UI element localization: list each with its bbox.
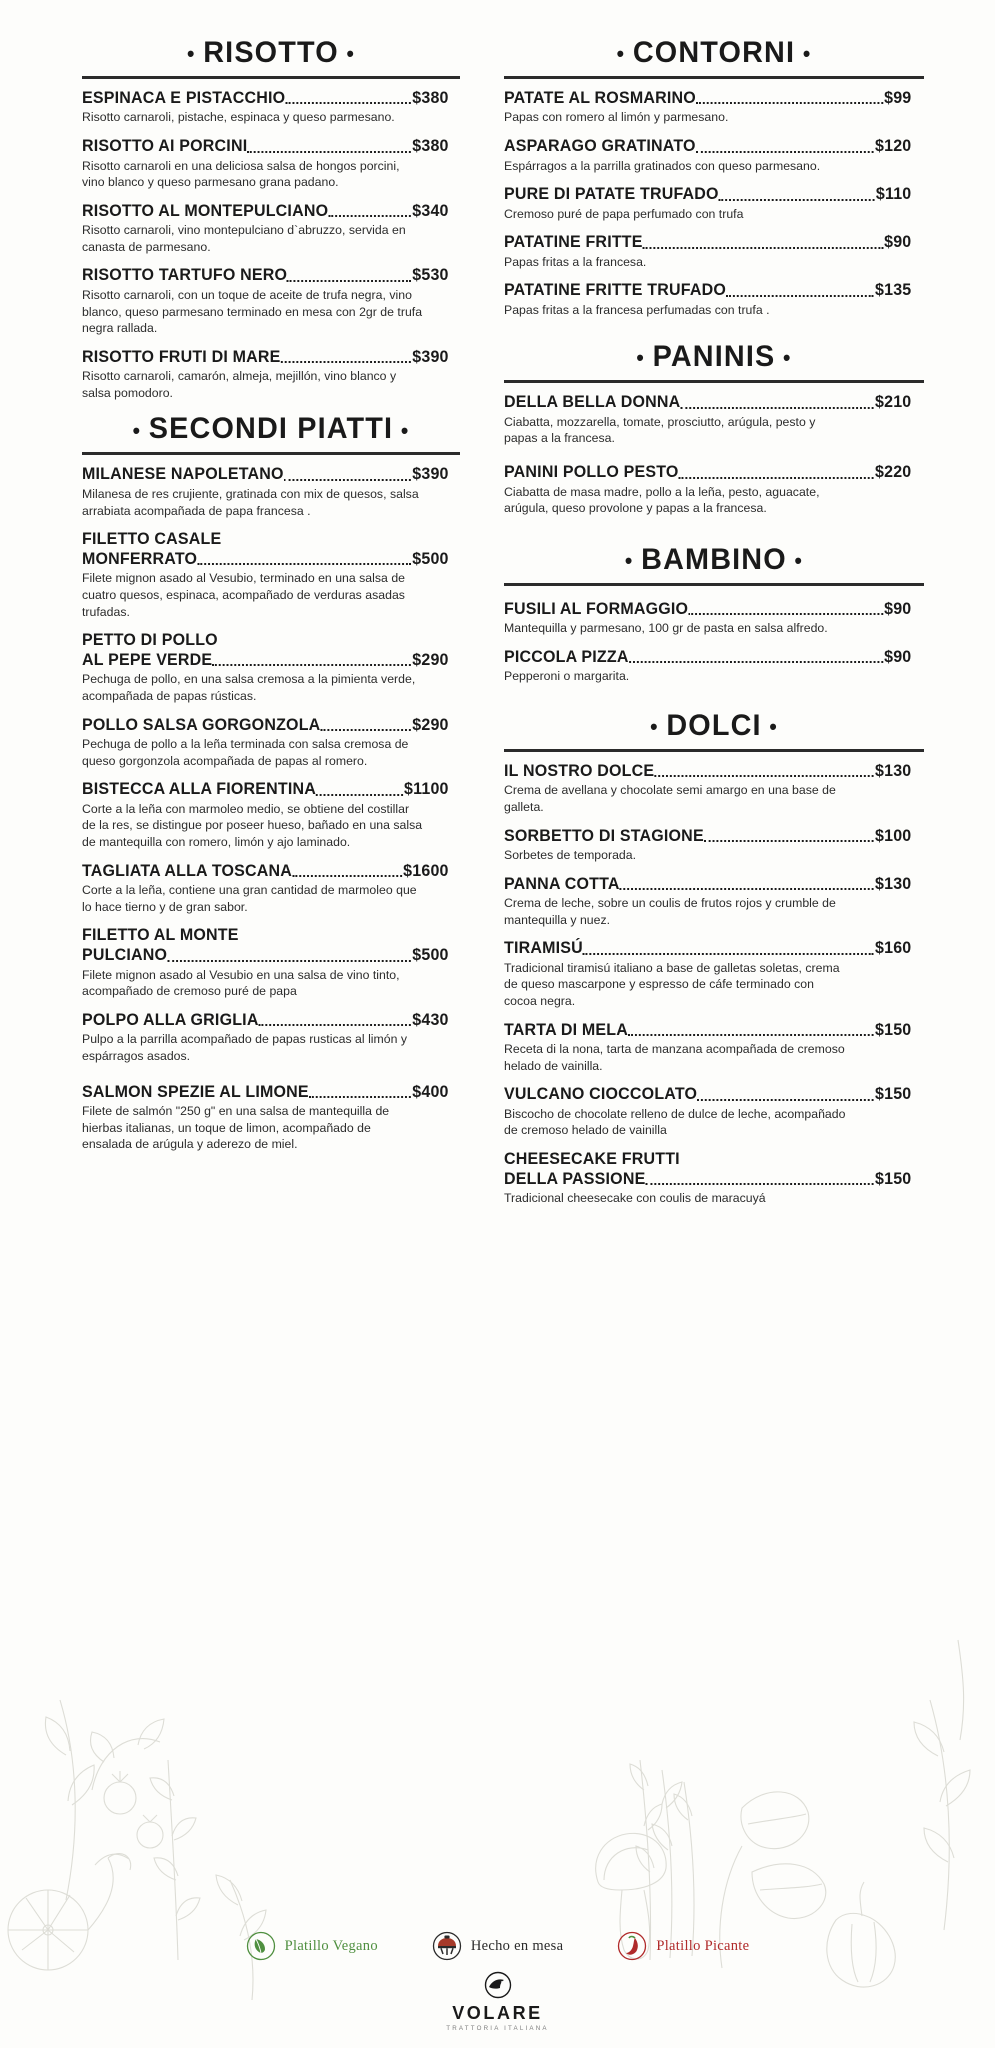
grinder-icon bbox=[432, 1931, 462, 1961]
price-leader bbox=[247, 151, 411, 153]
menu-item-price: $380 bbox=[412, 89, 449, 107]
menu-item[interactable] bbox=[504, 1150, 924, 1207]
menu-item[interactable] bbox=[82, 716, 460, 770]
menu-item-price: $135 bbox=[875, 281, 912, 300]
menu-item-price: $120 bbox=[875, 137, 912, 156]
menu-item-name: FILETTO CASALE bbox=[82, 530, 222, 549]
menu-item-description: Sorbetes de temporada. bbox=[504, 848, 637, 863]
menu-item-price: $150 bbox=[875, 1085, 912, 1104]
menu-item-head bbox=[504, 939, 911, 958]
menu-item-price: $1100 bbox=[404, 780, 449, 799]
menu-item-price: $150 bbox=[875, 1020, 912, 1039]
menu-item-price: $430 bbox=[412, 1010, 449, 1029]
menu-item-description: Milanesa de res crujiente, gratinada con mix de quesos, salsa arrabiata acompañada de papa francesa . bbox=[82, 486, 419, 518]
section-title-text: CONTORNI bbox=[632, 36, 796, 69]
menu-item-name-line-1 bbox=[82, 926, 449, 946]
menu-item-name: RISOTTO AL MONTEPULCIANO bbox=[82, 201, 329, 220]
bullet-dot-icon: • bbox=[346, 41, 355, 67]
menu-item-price: $400 bbox=[412, 1082, 449, 1101]
menu-item-name: BISTECCA ALLA FIORENTINA bbox=[82, 780, 317, 799]
menu-item-name: DELLA BELLA DONNA bbox=[504, 393, 681, 412]
menu-item-price: $390 bbox=[412, 465, 449, 484]
menu-item[interactable] bbox=[504, 939, 924, 1009]
menu-item-head bbox=[504, 875, 911, 894]
menu-item-name: VULCANO CIOCCOLATO bbox=[504, 1085, 698, 1104]
menu-item[interactable] bbox=[504, 762, 924, 816]
bullet-dot-icon: • bbox=[769, 714, 778, 739]
legend-item-vegano bbox=[246, 1931, 378, 1961]
menu-item-name: PULCIANO bbox=[82, 946, 168, 965]
menu-item[interactable] bbox=[82, 862, 460, 916]
menu-item-description: Corte a la leña con marmoleo medio, se obtiene del costillar de la res, se distingue por poseer hueso, bañado en una salsa de mantequilla con romero, limón y ajo laminado. bbox=[82, 801, 423, 850]
menu-item-description: Risotto carnaroli, camarón, almeja, mejillón, vino blanco y salsa pomodoro. bbox=[82, 369, 397, 400]
menu-item-name-line-1 bbox=[82, 631, 449, 651]
section-title-text: DOLCI bbox=[666, 708, 762, 742]
menu-item-description: Papas fritas a la francesa. bbox=[504, 254, 647, 269]
bullet-dot-icon: • bbox=[624, 547, 634, 573]
menu-item-head bbox=[82, 465, 449, 484]
menu-item-description: Filete mignon asado al Vesubio, terminado en una salsa de cuatro quesos, espinaca, acompañado de verduras asadas trufadas. bbox=[82, 571, 406, 619]
price-leader bbox=[629, 661, 883, 663]
price-leader bbox=[643, 247, 883, 249]
menu-item-head bbox=[82, 946, 449, 965]
bullet-dot-icon: • bbox=[186, 41, 196, 67]
menu-item-head bbox=[82, 266, 449, 285]
menu-item-head bbox=[82, 862, 449, 881]
price-leader bbox=[620, 888, 874, 890]
menu-item-price: $290 bbox=[412, 715, 449, 734]
legend-item-picante bbox=[617, 1931, 749, 1961]
menu-item-head bbox=[82, 202, 449, 221]
price-leader bbox=[628, 1034, 874, 1036]
menu-item-head bbox=[504, 1085, 911, 1104]
menu-item-name: IL NOSTRO DOLCE bbox=[504, 761, 655, 780]
price-leader bbox=[167, 960, 411, 962]
menu-item-description: Risotto carnaroli, pistache, espinaca y queso parmesano. bbox=[82, 110, 395, 125]
menu-item-price: $500 bbox=[412, 946, 449, 965]
menu-item-price: $530 bbox=[412, 266, 449, 285]
price-leader bbox=[292, 875, 402, 877]
menu-item-name: PATATINE FRITTE TRUFADO bbox=[504, 281, 726, 300]
menu-item-price: $130 bbox=[875, 761, 912, 780]
menu-item-name: RISOTTO TARTUFO NERO bbox=[82, 266, 288, 285]
menu-item-head bbox=[504, 233, 911, 252]
menu-item-description: Pechuga de pollo, en una salsa cremosa a la pimienta verde, acompañada de papas rústicas. bbox=[82, 672, 416, 704]
menu-item-head bbox=[82, 550, 449, 569]
menu-item-description: Risotto carnaroli, con un toque de aceite de trufa negra, vino blanco, queso parmesano terminado en mesa con 2gr de trufa negra rallada. bbox=[82, 287, 423, 336]
menu-item-name: ESPINACA E PISTACCHIO bbox=[82, 89, 286, 107]
menu-item-name: ASPARAGO GRATINATO bbox=[504, 137, 696, 156]
menu-item-head bbox=[82, 651, 449, 670]
menu-item-name: AL PEPE VERDE bbox=[82, 651, 213, 670]
brand-logo bbox=[0, 1971, 995, 2048]
menu-item-description: Cremoso puré de papa perfumado con trufa bbox=[504, 206, 744, 221]
menu-item-name: POLPO ALLA GRIGLIA bbox=[82, 1010, 259, 1029]
menu-item-head bbox=[82, 348, 449, 367]
menu-item-description: Pepperoni o margarita. bbox=[504, 669, 630, 684]
legend-label: Hecho en mesa bbox=[470, 1937, 564, 1954]
price-leader bbox=[680, 407, 874, 409]
menu-item-price: $390 bbox=[412, 347, 449, 366]
menu-item-description: Biscocho de chocolate relleno de dulce de leche, acompañado de cremoso helado de vainilla bbox=[504, 1106, 846, 1138]
menu-item-description: Papas fritas a la francesa perfumadas con trufa . bbox=[504, 302, 770, 317]
menu-item[interactable] bbox=[82, 89, 460, 126]
price-leader bbox=[287, 280, 411, 282]
menu-item-head bbox=[504, 1170, 911, 1189]
menu-item-price: $90 bbox=[884, 599, 912, 618]
menu-item[interactable] bbox=[504, 393, 924, 447]
price-leader bbox=[285, 102, 411, 104]
menu-column-right bbox=[494, 26, 924, 1218]
price-leader bbox=[197, 563, 411, 565]
menu-item[interactable] bbox=[504, 89, 924, 126]
section-risotto bbox=[82, 36, 460, 401]
menu-item-price: $99 bbox=[884, 89, 912, 107]
bullet-dot-icon: • bbox=[794, 547, 804, 573]
section-title-contorni bbox=[512, 36, 915, 70]
chili-icon bbox=[617, 1931, 647, 1961]
menu-column-left bbox=[30, 26, 460, 1218]
section-paninis bbox=[504, 340, 924, 516]
menu-item-price: $160 bbox=[875, 939, 912, 958]
price-leader bbox=[284, 479, 412, 481]
menu-item-name: FILETTO AL MONTE bbox=[82, 926, 239, 945]
price-leader bbox=[316, 794, 403, 796]
price-leader bbox=[654, 775, 874, 777]
menu-item-description: Risotto carnaroli en una deliciosa salsa de hongos porcini, vino blanco y queso parmesano grana padano. bbox=[82, 158, 400, 190]
price-leader bbox=[679, 477, 875, 479]
section-divider bbox=[82, 452, 460, 455]
section-secondi-piatti bbox=[82, 412, 460, 1152]
section-title-text: SECONDI PIATTI bbox=[148, 412, 394, 446]
leaf-icon bbox=[246, 1931, 276, 1961]
menu-item-name: TARTA DI MELA bbox=[504, 1020, 629, 1039]
section-divider bbox=[504, 76, 924, 79]
menu-item-price: $220 bbox=[875, 463, 912, 482]
menu-item-head bbox=[82, 716, 449, 735]
menu-footer bbox=[0, 1931, 995, 2048]
menu-item-head bbox=[504, 281, 911, 300]
menu-item-head bbox=[504, 185, 911, 204]
brand-tagline: TRATTORIA ITALIANA bbox=[446, 2025, 549, 2032]
menu-item-description: Ciabatta, mozzarella, tomate, prosciutto, arúgula, pesto y papas a la francesa. bbox=[504, 414, 816, 446]
menu-item-description: Tradicional cheesecake con coulis de maracuyá bbox=[504, 1191, 766, 1206]
price-leader bbox=[259, 1024, 412, 1026]
menu-item-price: $290 bbox=[412, 651, 449, 670]
price-leader bbox=[704, 840, 874, 842]
menu-item-description: Risotto carnaroli, vino montepulciano d`abruzzo, servida en canasta de parmesano. bbox=[82, 223, 406, 254]
menu-item-head bbox=[82, 780, 449, 799]
menu-item-price: $130 bbox=[875, 874, 912, 893]
bullet-dot-icon: • bbox=[636, 345, 645, 371]
section-contorni bbox=[504, 36, 924, 318]
menu-item-price: $150 bbox=[875, 1169, 912, 1188]
menu-item-name: PANINI POLLO PESTO bbox=[504, 463, 679, 482]
menu-item-name: FUSILI AL FORMAGGIO bbox=[504, 599, 689, 618]
price-leader bbox=[281, 361, 412, 363]
menu-item-price: $1600 bbox=[403, 861, 449, 880]
menu-item-name: PICCOLA PIZZA bbox=[504, 647, 629, 666]
price-leader bbox=[309, 1096, 412, 1098]
menu-item[interactable] bbox=[82, 348, 460, 402]
bullet-dot-icon: • bbox=[400, 417, 410, 443]
menu-item-description: Corte a la leña, contiene una gran cantidad de marmoleo que lo hace tierno y de gran sabor. bbox=[82, 883, 417, 914]
menu-item-description: Mantequilla y parmesano, 100 gr de pasta en salsa alfredo. bbox=[504, 621, 828, 636]
menu-item-price: $500 bbox=[412, 549, 449, 568]
section-dolci bbox=[504, 709, 924, 1207]
menu-item-head bbox=[504, 137, 911, 156]
menu-item-description: Receta di la nona, tarta de manzana acompañada de cremoso helado de vainilla. bbox=[504, 1042, 845, 1073]
menu-item-name: PATATE AL ROSMARINO bbox=[504, 89, 696, 107]
price-leader bbox=[696, 102, 883, 104]
menu-item-description: Pechuga de pollo a la leña terminada con salsa cremosa de queso gorgonzola acompañada de papas al romero. bbox=[82, 737, 409, 768]
menu-item-name: SALMON SPEZIE AL LIMONE bbox=[82, 1082, 309, 1101]
menu-item[interactable] bbox=[504, 1085, 924, 1139]
section-title-dolci bbox=[512, 709, 915, 743]
section-bambino bbox=[504, 543, 924, 685]
price-leader bbox=[320, 729, 411, 731]
menu-item-head bbox=[82, 89, 449, 108]
menu-item-name: DELLA PASSIONE bbox=[504, 1169, 646, 1188]
menu-item[interactable] bbox=[82, 926, 460, 999]
menu-item-name: TAGLIATA ALLA TOSCANA bbox=[82, 861, 293, 880]
menu-item-head bbox=[504, 762, 911, 781]
menu-item-price: $210 bbox=[875, 393, 912, 412]
legend-row bbox=[0, 1931, 995, 1971]
menu-item-name: PETTO DI POLLO bbox=[82, 631, 218, 650]
legend-item-hecho-en-mesa bbox=[432, 1931, 563, 1961]
menu-item[interactable] bbox=[504, 600, 924, 637]
menu-item[interactable] bbox=[82, 780, 460, 850]
menu-item-name: RISOTTO AI PORCINI bbox=[82, 137, 248, 156]
price-leader bbox=[719, 199, 875, 201]
menu-item-name: RISOTTO FRUTI DI MARE bbox=[82, 347, 281, 366]
legend-label: Platillo Picante bbox=[656, 1937, 750, 1954]
price-leader bbox=[645, 1183, 874, 1185]
menu-item-description: Pulpo a la parrilla acompañado de papas rusticas al limón y espárragos asados. bbox=[82, 1032, 408, 1063]
price-leader bbox=[726, 295, 874, 297]
menu-item[interactable] bbox=[82, 266, 460, 336]
section-title-bambino bbox=[512, 543, 915, 577]
menu-item-description: Tradicional tiramisú italiano a base de galletas soletas, crema de queso mascarpone y espresso de cáfe terminado con cocoa negra. bbox=[504, 960, 840, 1009]
brand-name: VOLARE bbox=[452, 2003, 543, 2023]
section-divider bbox=[504, 380, 924, 383]
legend-label: Platillo Vegano bbox=[284, 1937, 378, 1954]
menu-item-head bbox=[504, 463, 911, 482]
volare-bird-icon bbox=[481, 1971, 515, 2001]
bullet-dot-icon: • bbox=[650, 714, 659, 739]
menu-item-description: Crema de leche, sobre un coulis de frutos rojos y crumble de mantequilla y nuez. bbox=[504, 896, 836, 927]
bullet-dot-icon: • bbox=[616, 41, 626, 67]
menu-item[interactable] bbox=[504, 1021, 924, 1075]
section-title-risotto bbox=[90, 36, 453, 70]
menu-item[interactable] bbox=[504, 185, 924, 222]
section-divider bbox=[504, 749, 924, 752]
menu-item-name: CHEESECAKE FRUTTI bbox=[504, 1150, 680, 1169]
menu-item[interactable] bbox=[504, 875, 924, 929]
menu-item-name: PATATINE FRITTE bbox=[504, 233, 643, 252]
menu-item-name: SORBETTO DI STAGIONE bbox=[504, 826, 704, 845]
menu-item[interactable] bbox=[504, 137, 924, 174]
price-leader bbox=[328, 215, 411, 217]
menu-item-head bbox=[82, 1083, 449, 1102]
menu-item[interactable] bbox=[82, 631, 460, 704]
menu-item-price: $380 bbox=[412, 137, 449, 156]
menu-item-description: Espárragos a la parrilla gratinados con queso parmesano. bbox=[504, 158, 821, 173]
menu-item[interactable] bbox=[82, 530, 460, 620]
menu-item-price: $340 bbox=[412, 201, 449, 220]
menu-item-price: $110 bbox=[875, 185, 912, 204]
menu-item-head bbox=[82, 1011, 449, 1030]
menu-item-price: $90 bbox=[884, 233, 912, 252]
price-leader bbox=[696, 151, 874, 153]
menu-item-description: Crema de avellana y chocolate semi amargo en una base de galleta. bbox=[504, 783, 836, 814]
bullet-dot-icon: • bbox=[802, 41, 812, 67]
menu-item[interactable] bbox=[82, 137, 460, 191]
menu-item[interactable] bbox=[82, 202, 460, 256]
bullet-dot-icon: • bbox=[783, 345, 792, 371]
section-title-text: RISOTTO bbox=[203, 36, 339, 69]
menu-item-head bbox=[504, 1021, 911, 1040]
menu-item-price: $90 bbox=[884, 647, 912, 666]
price-leader bbox=[212, 664, 411, 666]
price-leader bbox=[697, 1099, 874, 1101]
menu-item-name: MILANESE NAPOLETANO bbox=[82, 465, 284, 484]
menu-item[interactable] bbox=[504, 233, 924, 270]
menu-item-name: MONFERRATO bbox=[82, 549, 198, 568]
bullet-dot-icon: • bbox=[132, 417, 142, 443]
section-divider bbox=[82, 76, 460, 79]
price-leader bbox=[688, 613, 883, 615]
menu-item-head bbox=[504, 393, 911, 412]
menu-item-name: PANNA COTTA bbox=[504, 874, 620, 893]
section-title-text: PANINIS bbox=[652, 340, 776, 374]
menu-item-name-line-1 bbox=[504, 1150, 911, 1170]
menu-item-head bbox=[504, 89, 911, 108]
section-divider bbox=[504, 583, 924, 586]
menu-item-description: Papas con romero al limón y parmesano. bbox=[504, 110, 729, 125]
menu-item-description: Filete mignon asado al Vesubio en una salsa de vino tinto, acompañado de cremoso puré de papa bbox=[82, 967, 400, 999]
section-title-text: BAMBINO bbox=[641, 542, 787, 576]
menu-item[interactable] bbox=[82, 1083, 460, 1153]
menu-item-head bbox=[504, 827, 911, 846]
menu-item[interactable] bbox=[504, 648, 924, 685]
menu-item-name: POLLO SALSA GORGONZOLA bbox=[82, 715, 321, 734]
section-title-secondi-piatti bbox=[90, 412, 453, 446]
menu-item[interactable] bbox=[504, 463, 924, 517]
menu-item-head bbox=[504, 600, 911, 619]
menu-item[interactable] bbox=[82, 1011, 460, 1065]
menu-item-price: $100 bbox=[875, 826, 912, 845]
menu-item-head bbox=[504, 648, 911, 667]
price-leader bbox=[583, 953, 874, 955]
menu-item-description: Filete de salmón "250 g" en una salsa de mantequilla de hierbas italianas, un toque de limon, acompañado de ensalada de arúgula y aderezo de miel. bbox=[82, 1104, 390, 1152]
menu-item[interactable] bbox=[504, 281, 924, 318]
section-title-paninis bbox=[512, 340, 915, 374]
menu-item-name-line-1 bbox=[82, 530, 449, 550]
menu-item-name: TIRAMISÚ bbox=[504, 939, 583, 958]
menu-item[interactable] bbox=[82, 465, 460, 519]
menu-item[interactable] bbox=[504, 827, 924, 864]
menu-item-description: Ciabatta de masa madre, pollo a la leña, pesto, aguacate, arúgula, queso provolone y papas a la francesa. bbox=[504, 484, 820, 516]
menu-item-head bbox=[82, 137, 449, 156]
menu-item-name: PURE DI PATATE TRUFADO bbox=[504, 185, 719, 204]
